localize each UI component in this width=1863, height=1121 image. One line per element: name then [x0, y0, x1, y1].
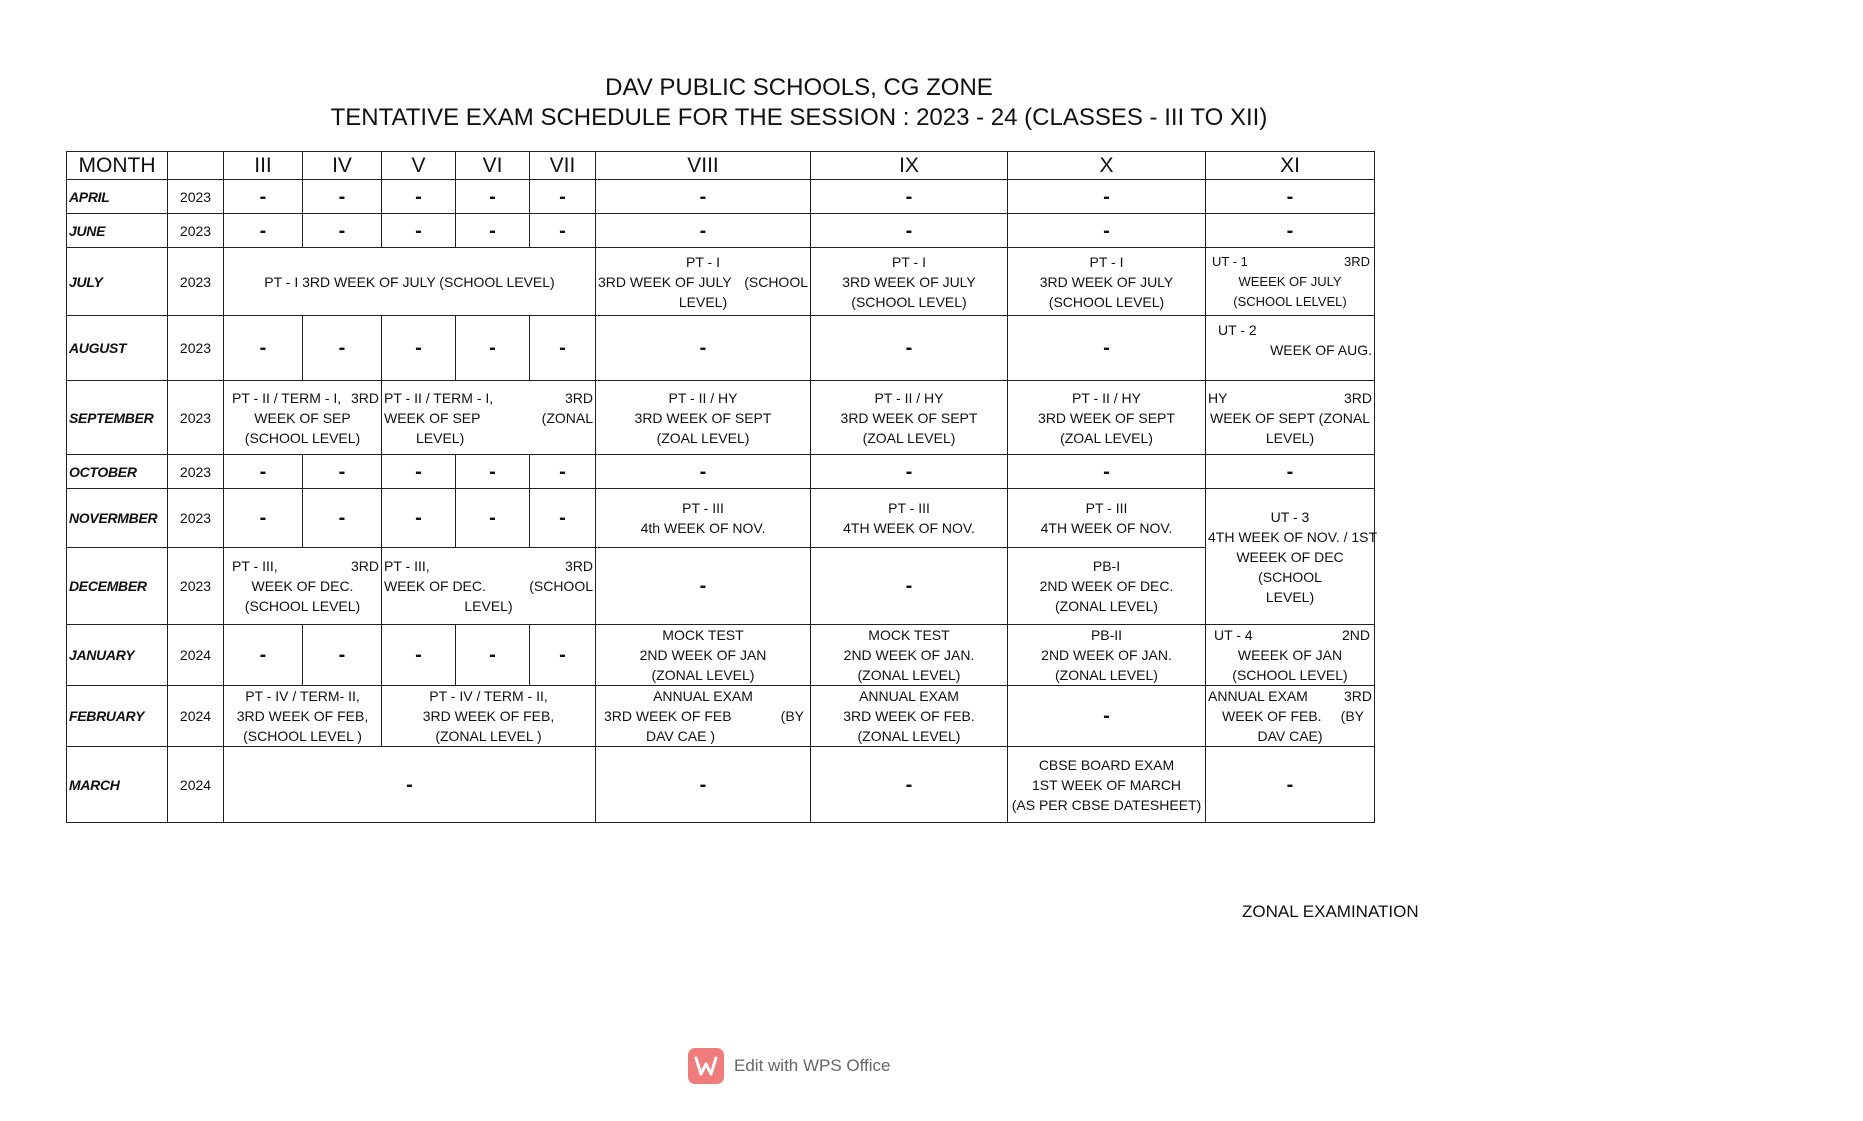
dash-cell: - [596, 316, 811, 381]
schedule-cell-viii [596, 625, 811, 686]
cell-line-split [598, 272, 808, 292]
cell-line: MOCK TEST [662, 627, 744, 643]
cell-line: 3RD WEEK OF JULY (SCHOOL LEVEL) [1039, 273, 1174, 310]
dash-cell: - [1206, 455, 1375, 489]
cell-text: 3RD WEEK OF JULY [598, 273, 732, 290]
cell-line: CBSE BOARD EXAM [1038, 756, 1175, 773]
cell-line: MOCK TEST [868, 627, 950, 643]
cell-text: 3RD [564, 389, 593, 406]
cell-text: (BY [1340, 708, 1364, 724]
cell-line: WEEEK OF JAN (SCHOOL LEVEL) [1232, 647, 1348, 683]
cell-line: UT - 3 [1270, 508, 1310, 525]
month-cell: SEPTEMBER [67, 381, 168, 455]
cell-line-split [384, 408, 593, 428]
cell-line: ANNUAL EXAM [859, 688, 959, 704]
row-october [67, 455, 1375, 489]
month-cell: DECEMBER [67, 548, 168, 625]
cell-line: (ZOAL LEVEL) [656, 429, 750, 446]
dash-cell: - [1008, 214, 1206, 248]
dash-cell: - [1008, 455, 1206, 489]
cell-text: (SCHOOL [744, 273, 808, 290]
cell-line: PT - II / HY [874, 389, 944, 406]
schedule-cell-x [1008, 625, 1206, 686]
col-header-vii: VII [530, 152, 596, 180]
dash-cell: - [382, 489, 456, 548]
col-header-vi: VI [456, 152, 530, 180]
cell-text: UT - 1 [1212, 253, 1248, 269]
cell-line: PT - III [1085, 500, 1128, 516]
dash-cell: - [530, 489, 596, 548]
col-header-x: X [1008, 152, 1206, 180]
cell-line-split [1208, 388, 1372, 408]
dash-cell: - [382, 625, 456, 686]
dash-cell: - [224, 214, 303, 248]
month-cell: JANUARY [67, 625, 168, 686]
cell-line: 2ND WEEK OF JAN. [843, 647, 975, 663]
schedule-sheet [66, 151, 1376, 821]
dash-cell: - [1206, 214, 1375, 248]
zonal-examination-label: ZONAL EXAMINATION [1242, 902, 1419, 921]
dash-cell: - [596, 214, 811, 248]
cell-line: LEVEL) [678, 293, 728, 310]
schedule-cell-xi [1206, 381, 1375, 455]
schedule-cell-ix [811, 686, 1008, 747]
dash-cell: - [456, 214, 530, 248]
schedule-cell-x [1008, 548, 1206, 625]
schedule-cell-iii-iv [224, 548, 382, 625]
cell-line: 3RD WEEK OF SEPT [634, 409, 772, 426]
schedule-cell-ix [811, 381, 1008, 455]
col-header-xi: XI [1206, 152, 1375, 180]
dash-cell: - [303, 180, 382, 214]
col-header-iv: IV [303, 152, 382, 180]
cell-line: 3RD WEEK OF SEPT [840, 409, 978, 426]
cell-text: PT - II / TERM - I, [384, 389, 494, 406]
dash-cell: - [382, 214, 456, 248]
cell-line: PT - IV / TERM - II, [429, 688, 548, 704]
dash-cell: - [382, 455, 456, 489]
cell-text: (BY [780, 708, 804, 724]
year-cell: 2023 [168, 381, 224, 455]
row-september [67, 381, 1375, 455]
cell-text: PT - II / TERM - I, [232, 389, 342, 406]
dash-cell: - [382, 180, 456, 214]
dash-cell: - [224, 747, 596, 823]
row-january [67, 625, 1375, 686]
cell-line: WEEK OF DEC. (SCHOOL LEVEL) [244, 578, 361, 614]
dash-cell: - [303, 214, 382, 248]
schedule-cell-viii [596, 381, 811, 455]
cell-line: 3RD WEEK OF SEPT [1038, 409, 1175, 426]
schedule-cell-x [1008, 381, 1206, 455]
col-header-viii: VIII [596, 152, 811, 180]
cell-text: ANNUAL EXAM [1208, 688, 1308, 704]
dash-cell: - [530, 214, 596, 248]
col-header-iii: III [224, 152, 303, 180]
year-cell: 2023 [168, 214, 224, 248]
cell-line: 4TH WEEK OF NOV. / 1ST [1208, 528, 1378, 545]
dash-cell: - [224, 489, 303, 548]
cell-line: LEVEL) [1265, 588, 1315, 605]
cell-line: 4th WEEK OF NOV. [640, 520, 766, 536]
cell-line: PT - IV / TERM- II, [245, 688, 360, 704]
schedule-cell-viii [596, 686, 811, 747]
cell-text: (ZONAL [541, 409, 593, 426]
cell-line: PT - II / HY [668, 389, 738, 406]
dash-cell: - [596, 455, 811, 489]
month-cell: JULY [67, 248, 168, 316]
cell-text: WEEK OF DEC. [384, 578, 486, 594]
row-april [67, 180, 1375, 214]
cell-line-split [1208, 686, 1372, 706]
month-cell: FEBRUARY [67, 686, 168, 747]
cell-line-split [384, 388, 593, 408]
cell-line-split [598, 706, 808, 726]
col-header-ix: IX [811, 152, 1008, 180]
dash-cell: - [811, 214, 1008, 248]
cell-line-split [1208, 706, 1372, 726]
cell-line: UT - 2 [1218, 322, 1257, 338]
schedule-cell-ix [811, 489, 1008, 548]
cell-line: PT - I [1089, 253, 1124, 270]
cell-line: 3RD WEEK OF FEB. [843, 708, 975, 724]
dash-cell: - [811, 455, 1008, 489]
dash-cell: - [456, 489, 530, 548]
dash-cell: - [456, 455, 530, 489]
month-cell: AUGUST [67, 316, 168, 381]
dash-cell: - [224, 625, 303, 686]
dash-cell: - [596, 548, 811, 625]
dash-cell: - [303, 316, 382, 381]
cell-text: 3RD [1343, 688, 1372, 704]
cell-line: (ZOAL LEVEL) [1060, 429, 1153, 446]
cell-text: 3RD [1343, 389, 1372, 406]
dash-cell: - [1206, 180, 1375, 214]
cell-line: (ZONAL LEVEL ) [435, 728, 542, 744]
dash-cell: - [303, 625, 382, 686]
row-august [67, 316, 1375, 381]
cell-line: ANNUAL EXAM [653, 688, 753, 704]
year-cell: 2023 [168, 489, 224, 548]
schedule-cell-viii [596, 248, 811, 316]
cell-line: LEVEL) [416, 429, 465, 446]
schedule-cell-x [1008, 489, 1206, 548]
document-subtitle: TENTATIVE EXAM SCHEDULE FOR THE SESSION : 2023 - 24 (CLASSES - III TO XII) [330, 104, 1268, 131]
row-november [67, 489, 1375, 548]
dash-cell: - [530, 625, 596, 686]
cell-line: WEEEK OF JULY (SCHOOL LELVEL) [1233, 273, 1347, 309]
document-title: DAV PUBLIC SCHOOLS, CG ZONE [605, 74, 993, 101]
dash-cell: - [224, 455, 303, 489]
cell-line: DAV CAE) [1257, 728, 1323, 744]
schedule-cell-v-vii [382, 381, 596, 455]
cell-text: PT - III, [232, 558, 278, 574]
cell-line: (SCHOOL LEVEL ) [243, 728, 362, 744]
col-header-month: MONTH [67, 152, 168, 180]
cell-text: 3RD WEEK OF FEB [604, 708, 732, 724]
schedule-cell-viii [596, 489, 811, 548]
cell-text: (SCHOOL [529, 578, 593, 594]
cell-line-split [226, 388, 379, 408]
dash-cell: - [224, 180, 303, 214]
cell-line: PB-I [1092, 558, 1121, 574]
cell-line: 4TH WEEK OF NOV. [1040, 520, 1173, 536]
row-july [67, 248, 1375, 316]
year-cell: 2024 [168, 747, 224, 823]
schedule-cell-v-vii [382, 548, 596, 625]
col-header-year [168, 152, 224, 180]
col-header-v: V [382, 152, 456, 180]
cell-line: WEEK OF SEPT (ZONAL LEVEL) [1210, 409, 1370, 446]
month-cell: APRIL [67, 180, 168, 214]
cell-line-split [1208, 625, 1372, 645]
dash-cell: - [456, 625, 530, 686]
cell-line: LEVEL) [464, 598, 513, 614]
cell-text: HY [1208, 389, 1228, 406]
cell-line: (ZONAL LEVEL) [857, 728, 961, 744]
cell-line: 2ND WEEK OF JAN. [1041, 647, 1172, 663]
year-cell: 2023 [168, 180, 224, 214]
year-cell: 2023 [168, 548, 224, 625]
schedule-cell-xi [1206, 686, 1375, 747]
schedule-cell-iii-iv [224, 381, 382, 455]
dash-cell: - [596, 747, 811, 823]
cell-line: (ZOAL LEVEL) [862, 429, 956, 446]
dash-cell: - [1008, 180, 1206, 214]
cell-line: 3RD WEEK OF FEB, [236, 708, 369, 724]
dash-cell: - [596, 180, 811, 214]
schedule-cell-iii-vii: PT - I 3RD WEEK OF JULY (SCHOOL LEVEL) [224, 248, 596, 316]
row-march [67, 747, 1375, 823]
cell-line-split [384, 556, 593, 576]
schedule-cell-xi [1206, 489, 1378, 625]
row-december [67, 548, 1375, 625]
schedule-cell-xi [1206, 248, 1375, 316]
cell-line: 1ST WEEK OF MARCH [1031, 776, 1182, 793]
cell-line: PT - I [892, 253, 926, 270]
cell-line: PT - I [686, 253, 720, 270]
cell-line: 2ND WEEK OF JAN [639, 647, 767, 663]
row-june [67, 214, 1375, 248]
schedule-cell-xi [1206, 625, 1375, 686]
cell-line: (ZONAL LEVEL) [857, 667, 961, 683]
cell-line: PT - III [888, 500, 930, 516]
cell-text: UT - 4 [1214, 627, 1253, 643]
month-cell: JUNE [67, 214, 168, 248]
year-cell: 2023 [168, 455, 224, 489]
dash-cell: - [811, 316, 1008, 381]
month-cell: OCTOBER [67, 455, 168, 489]
cell-text: 3RD [350, 558, 379, 574]
schedule-cell-iii-iv [224, 686, 382, 747]
month-cell: NOVERMBER [67, 489, 168, 548]
cell-line: (ZONAL LEVEL) [1055, 598, 1158, 614]
dash-cell: - [456, 180, 530, 214]
cell-line: WEEK OF AUG. [1270, 342, 1372, 358]
schedule-cell-ix [811, 248, 1008, 316]
cell-text: WEEK OF SEP [384, 409, 481, 426]
dash-cell: - [382, 316, 456, 381]
schedule-cell-x [1008, 747, 1206, 823]
cell-text: PT - III, [384, 558, 430, 574]
cell-text: 2ND [1341, 627, 1370, 643]
dash-cell: - [1008, 316, 1206, 381]
dash-cell: - [1206, 747, 1375, 823]
dash-cell: - [303, 489, 382, 548]
cell-line: (AS PER CBSE DATESHEET) [1011, 796, 1202, 813]
schedule-cell-ix [811, 625, 1008, 686]
cell-line: 4TH WEEK OF NOV. [843, 520, 975, 536]
cell-line-split [384, 576, 593, 596]
cell-text: 3RD [564, 558, 593, 574]
cell-line-split [226, 556, 379, 576]
cell-line: PT - II / HY [1072, 389, 1141, 406]
cell-line: 3RD WEEK OF FEB, [422, 708, 555, 724]
header-row [67, 152, 1375, 180]
year-cell: 2024 [168, 625, 224, 686]
wps-edit-label[interactable]: Edit with WPS Office [734, 1056, 891, 1075]
cell-text: WEEK OF FEB. [1222, 708, 1322, 724]
row-february [67, 686, 1375, 747]
month-cell: MARCH [67, 747, 168, 823]
wps-logo-icon [688, 1048, 724, 1084]
schedule-cell-x [1008, 248, 1206, 316]
year-cell: 2024 [168, 686, 224, 747]
year-cell: 2023 [168, 248, 224, 316]
schedule-cell-v-vii [382, 686, 596, 747]
cell-line: PT - III [682, 500, 724, 516]
dash-cell: - [224, 316, 303, 381]
dash-cell: - [1008, 686, 1206, 747]
cell-line: WEEEK OF DEC (SCHOOL [1236, 548, 1344, 585]
cell-text: 3RD [350, 389, 379, 406]
cell-line: DAV CAE ) [646, 728, 715, 744]
cell-line: PB-II [1090, 627, 1123, 643]
cell-line: (ZONAL LEVEL) [1055, 667, 1158, 683]
cell-line: 3RD WEEK OF JULY (SCHOOL LEVEL) [842, 273, 976, 310]
cell-line: 2ND WEEK OF DEC. [1039, 578, 1174, 594]
dash-cell: - [303, 455, 382, 489]
cell-line: WEEK OF SEP (SCHOOL LEVEL) [244, 409, 361, 446]
dash-cell: - [530, 455, 596, 489]
cell-text: 3RD [1343, 253, 1370, 269]
wps-edit-link[interactable] [688, 1048, 891, 1084]
dash-cell: - [811, 548, 1008, 625]
dash-cell: - [811, 180, 1008, 214]
cell-line-split [1208, 252, 1372, 272]
dash-cell: - [530, 316, 596, 381]
dash-cell: - [811, 747, 1008, 823]
cell-line: (ZONAL LEVEL) [651, 667, 755, 683]
dash-cell: - [456, 316, 530, 381]
exam-schedule-table [66, 151, 1378, 823]
dash-cell: - [530, 180, 596, 214]
year-cell: 2023 [168, 316, 224, 381]
schedule-cell-xi [1206, 316, 1375, 381]
